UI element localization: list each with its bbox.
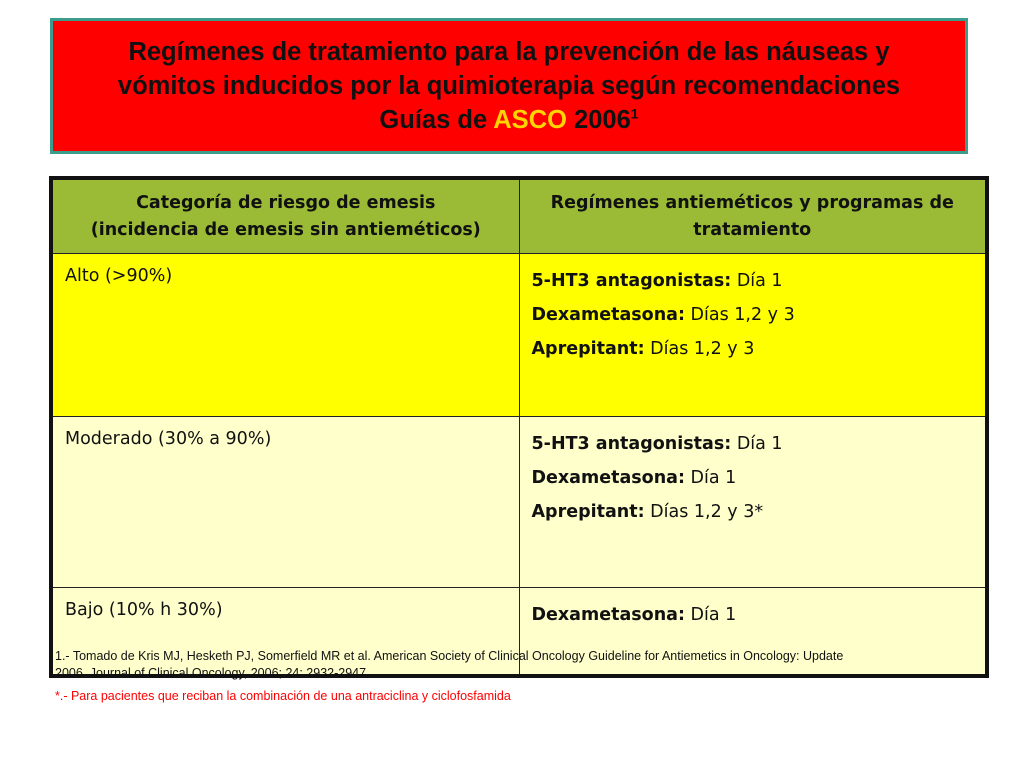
title-line-1: Regímenes de tratamiento para la prevención de las náuseas y <box>128 38 890 66</box>
regimen-line <box>532 264 974 298</box>
drug-name: Dexametasona: <box>531 468 685 488</box>
regimen-line <box>532 495 974 529</box>
header-regimens-line-1: Regímenes antieméticos y programas de <box>550 192 954 213</box>
antiemetic-regimen-table <box>49 176 989 678</box>
category-cell <box>51 254 519 417</box>
title-banner <box>50 18 968 154</box>
category-cell <box>51 417 519 588</box>
table-header-row <box>51 178 987 254</box>
regimen-line <box>532 298 974 332</box>
header-regimens <box>519 178 987 254</box>
category-high: Alto (>90%) <box>65 266 173 286</box>
title-line-3-prefix: Guías de <box>379 106 494 134</box>
drug-schedule: Días 1,2 y 3 <box>644 339 755 359</box>
footnote-reference-line-2: 2006. Journal of Clinical Oncology, 2006; 24: 2932-2947. <box>55 666 370 680</box>
drug-schedule: Día 1 <box>684 605 737 625</box>
drug-schedule: Días 1,2 y 3* <box>644 502 764 522</box>
drug-name: Dexametasona: <box>531 605 685 625</box>
regimen-line <box>532 332 974 366</box>
drug-name: Dexametasona: <box>531 305 685 325</box>
slide-title <box>104 35 914 137</box>
title-superscript: 1 <box>630 105 639 122</box>
category-low: Bajo (10% h 30%) <box>65 600 223 620</box>
header-risk-line-1: Categoría de riesgo de emesis <box>136 192 436 213</box>
drug-schedule: Día 1 <box>731 434 783 454</box>
header-risk-line-2: (incidencia de emesis sin antieméticos) <box>90 219 481 240</box>
regimen-line <box>532 427 974 461</box>
drug-name: 5-HT3 antagonistas: <box>531 271 732 291</box>
drug-name: Aprepitant: <box>531 502 645 522</box>
regimen-line <box>532 598 974 632</box>
table-row-high <box>51 254 987 417</box>
regimen-cell <box>519 254 987 417</box>
footnote-reference <box>55 648 975 682</box>
regimen-cell <box>519 417 987 588</box>
table-row-moderate <box>51 417 987 588</box>
regimen-line <box>532 461 974 495</box>
category-moderate: Moderado (30% a 90%) <box>65 429 272 449</box>
drug-schedule: Días 1,2 y 3 <box>684 305 795 325</box>
header-risk-category <box>51 178 519 254</box>
header-regimens-line-2: tratamiento <box>693 219 812 240</box>
footnote-asterisk: *.- Para pacientes que reciban la combinación de una antraciclina y ciclofosfamida <box>55 689 511 703</box>
drug-schedule: Día 1 <box>684 468 737 488</box>
title-year: 2006 <box>566 106 631 134</box>
footnote-reference-line-1: 1.- Tomado de Kris MJ, Hesketh PJ, Somerfield MR et al. American Society of Clinical Oncology Guideline for Antiemetics in Oncology: Update <box>55 649 844 663</box>
title-asco: ASCO <box>493 106 567 134</box>
title-line-2: vómitos inducidos por la quimioterapia según recomendaciones <box>117 72 901 100</box>
drug-name: Aprepitant: <box>531 339 645 359</box>
drug-name: 5-HT3 antagonistas: <box>531 434 732 454</box>
drug-schedule: Día 1 <box>731 271 783 291</box>
footnotes <box>55 648 975 705</box>
